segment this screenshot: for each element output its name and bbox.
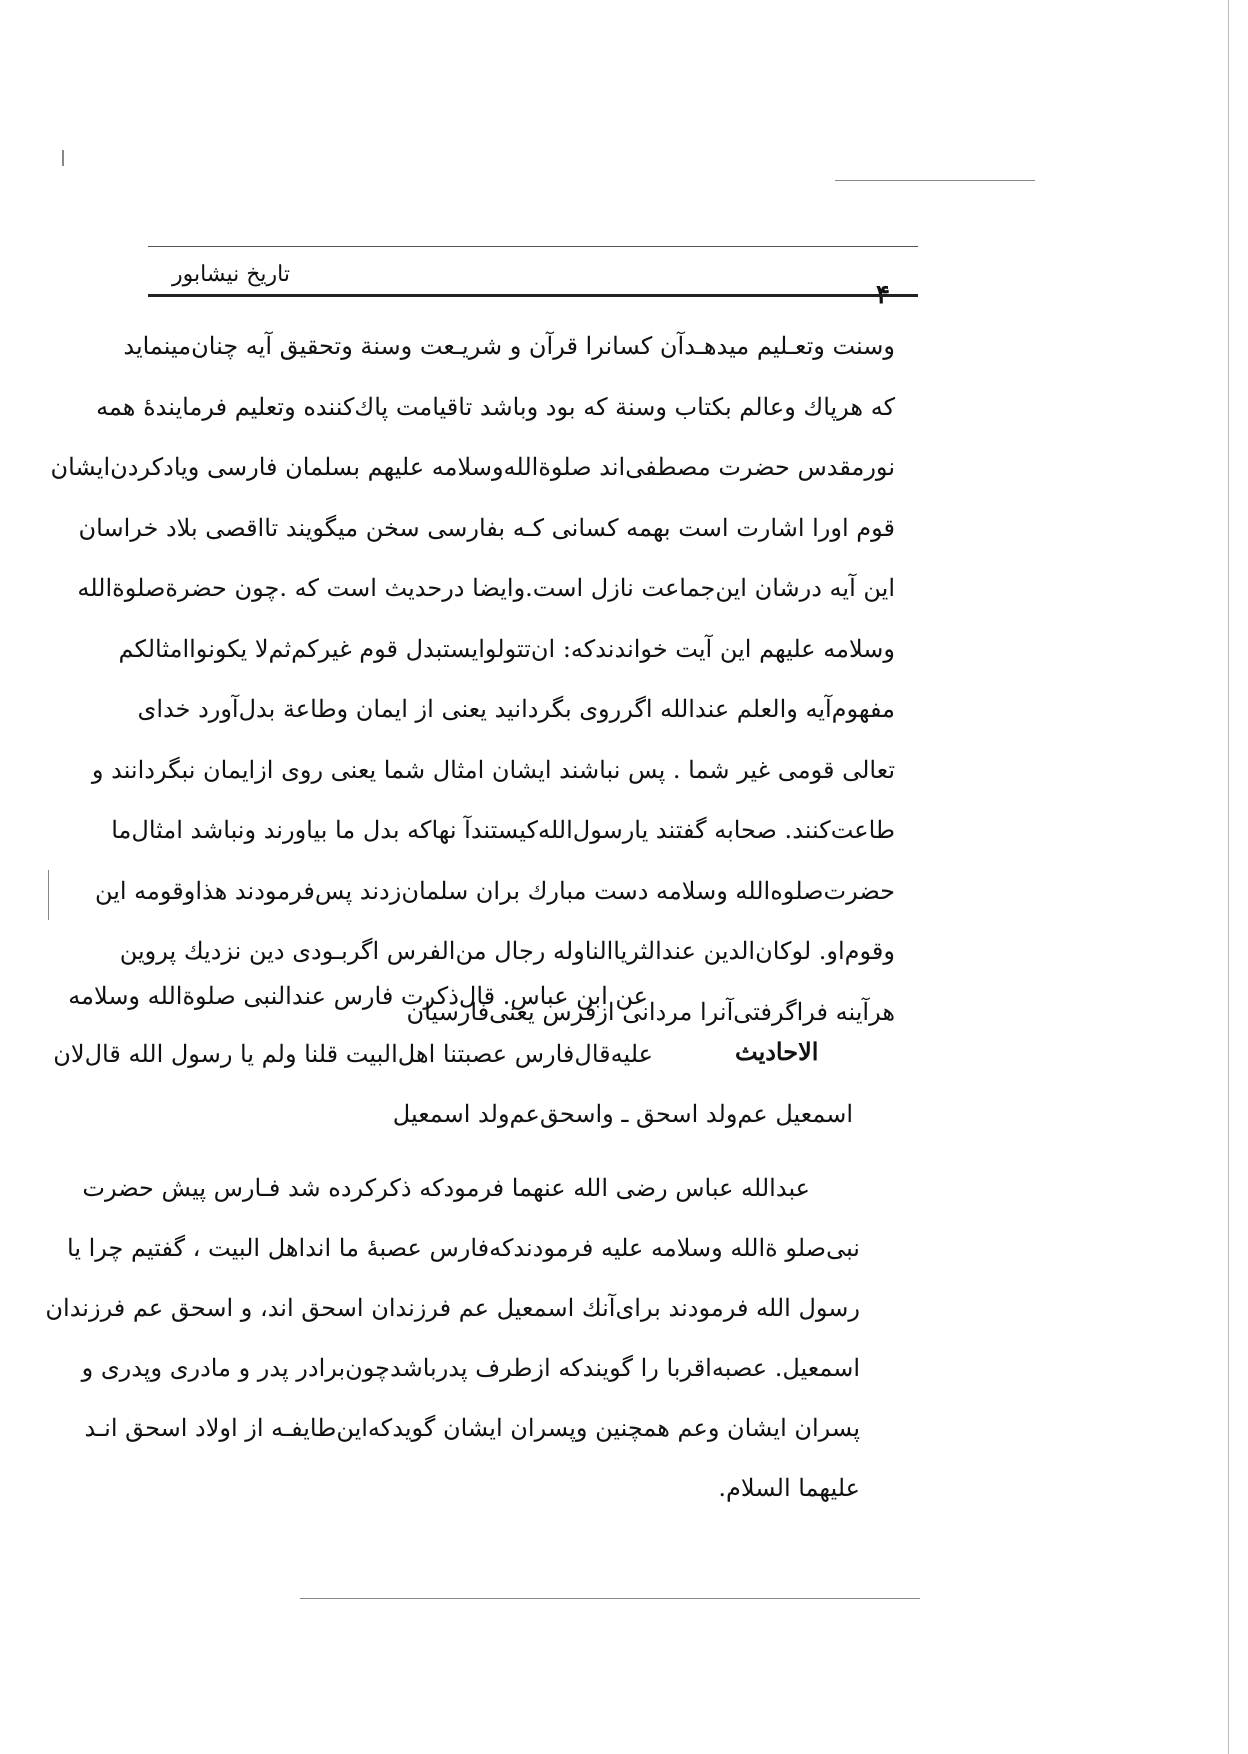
section-heading: الاحادیث (735, 1037, 819, 1066)
text-line: نورمقدس حضرت مصطفی‌اند صلوةالله‌وسلامه علیهم بسلمان فارسی ویادکردن‌ایشان (50, 453, 895, 481)
text-line: این آیه درشان این‌جماعت نازل است.وایضا درحدیث است که .چون حضرةصلوةالله (77, 574, 895, 602)
header-top-rule (148, 246, 918, 247)
text-line: هرآینه فراگرفتی‌آنرا مردانی ازفرس یعنی‌فارسیان (406, 997, 895, 1026)
hadith-line-1: عن ابن عباس. قال‌ذکرت فارس عندالنبی صلوةالله وسلامه (68, 982, 648, 1010)
text-line: پسران ایشان وعم همچنین وپسران ایشان گویدکه‌این‌طایفـه از اولاد اسحق انـد (84, 1414, 860, 1442)
text-line: رسول الله فرمودند برای‌آنك اسمعیل عم فرزندان اسحق‌ اند، و اسحق عم فرزندان (45, 1294, 860, 1322)
running-head-title: تاریخ نیشابور (172, 262, 290, 287)
scan-line-bottom (300, 1598, 920, 1599)
text-line: علیهما السلام. (718, 1474, 860, 1502)
text-line: نبی‌صلو ةالله وسلامه علیه فرمودندکه‌فارس عصبهٔ ما انداهل البیت ، گفتیم چرا یا (67, 1234, 860, 1262)
text-line: وسلامه علیهم این آیت خواندندکه: ان‌تتولوایستبدل قوم غیرکم‌ثم‌لا یکونوا‌امثالکم (118, 634, 895, 663)
text-line: تعالی قومی غیر شما . پس نباشند ایشان امثال شما یعنی روی ازایمان نبگردانند و (91, 755, 895, 784)
header-bottom-rule (148, 294, 918, 297)
paragraph-1 (50, 316, 895, 1042)
scan-mark-left (62, 150, 64, 166)
hadith-line-3: اسمعیل عم‌ولد اسحق ـ واسحق‌عم‌ولد اسمعیل (392, 1100, 853, 1128)
text-line: وقوم‌او. لوکان‌الدین عندالثریاالناوله رجال من‌الفرس اگربـودی دین نزدیك پروین (119, 937, 895, 965)
scan-line-top (835, 180, 1035, 181)
scan-mark-margin (48, 870, 49, 920)
text-line: مفهوم‌آیه والعلم عندالله اگرروی بگردانید یعنی از ایمان وطاعة بدل‌آورد خدای (137, 695, 895, 723)
text-line: عبدالله عباس رضی الله عنهما فرمودکه ذکرکرده شد فـارس پیش حضرت (82, 1174, 810, 1202)
text-line: اسمعیل. عصبه‌اقربا را گویندکه ازطرف پدرباشدچون‌برادر پدر و مادری وپدری و (81, 1354, 860, 1382)
text-line: قوم اورا اشارت است بهمه کسانی کـه بفارسی سخن میگویند تااقصی بلاد خراسان (78, 513, 895, 542)
scan-line-right-edge (1228, 0, 1229, 1754)
paragraph-2 (45, 1158, 860, 1518)
hadith-line-2: علیه‌قال‌فارس عصبتنا اهل‌البیت قلنا ولم یا رسول الله قال‌لان (53, 1040, 653, 1068)
text-line: که هرپاك وعالم بکتاب وسنة که بود وباشد تاقیامت پاك‌کننده وتعلیم فرمایندهٔ همه (96, 392, 895, 421)
text-line: حضرت‌صلوه‌الله وسلامه دست مبارك بران سلمان‌زدند پس‌فرمودند هذاوقومه این (94, 876, 895, 905)
text-line: وسنت وتعـلیم میدهـدآن کسانرا قرآن و شریـعت وسنة وتحقیق آیه چنان‌مینماید (123, 332, 895, 360)
text-line: طاعت‌کنند. صحابه گفتند یارسول‌الله‌کیستندآ نهاکه بدل ما بیاورند ونباشد امثال‌ما (111, 816, 895, 844)
